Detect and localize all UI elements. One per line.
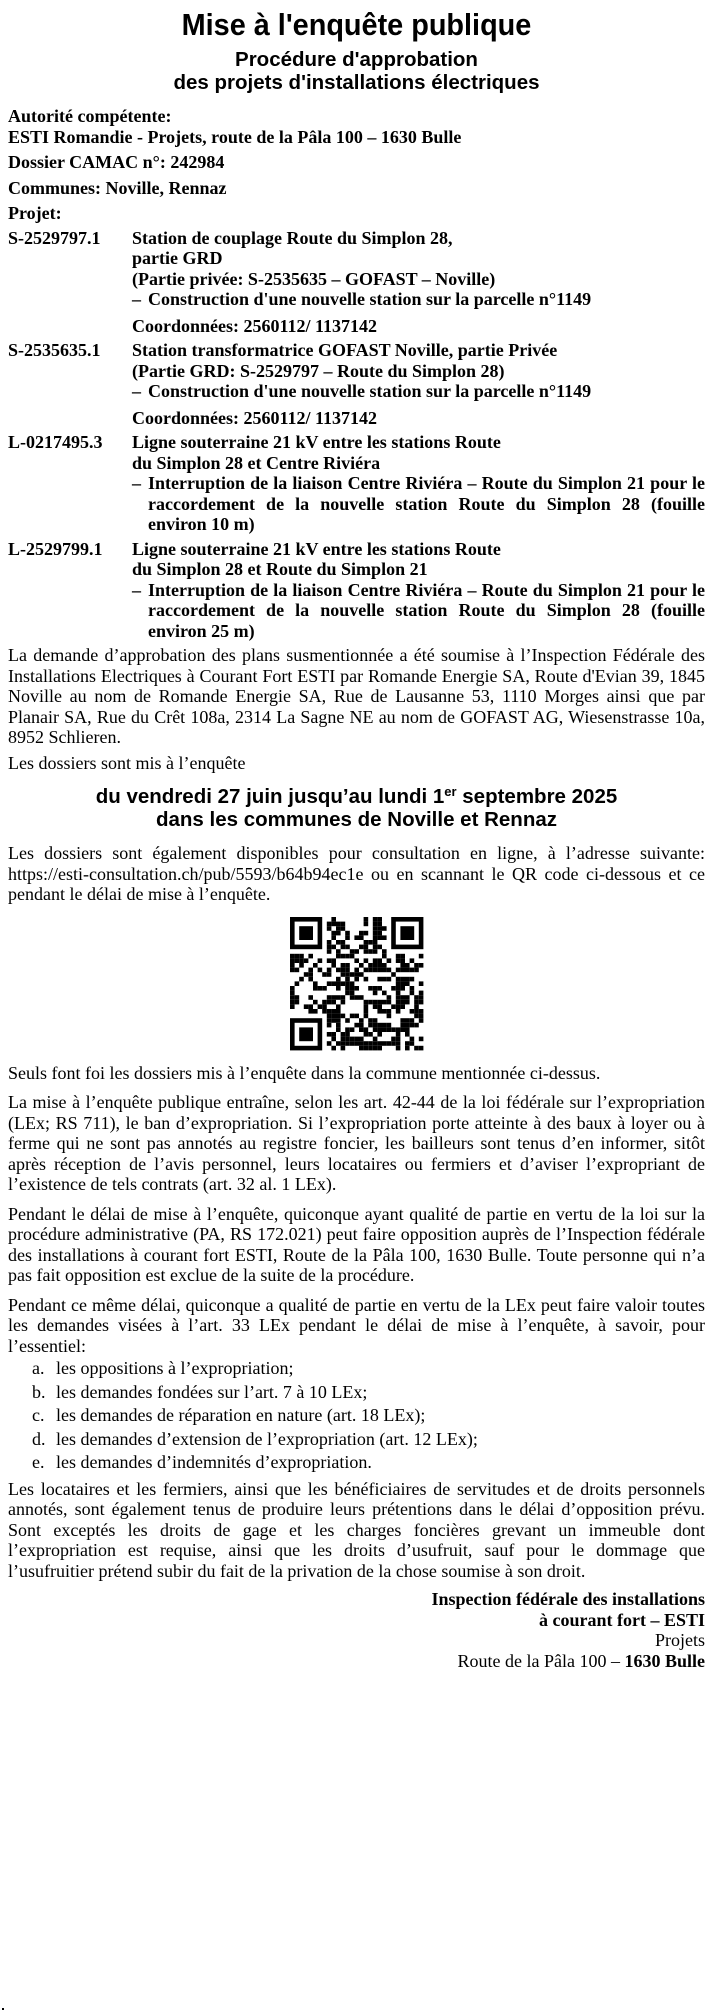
authority-label: Autorité compétente:: [8, 106, 172, 126]
signature-line-4: [8, 1651, 705, 1672]
signature-block: [8, 1589, 705, 1671]
list-item: [32, 1452, 705, 1473]
page-subtitle: [8, 48, 705, 94]
paragraph-demande: La demande d’approbation des plans susmentionnée a été soumise à l’Inspection Fédérale des Installations Electriques à Courant Fort ESTI par Romande Energie SA, Route d'Evian 39, 1845 Noville au nom de Romande Energie SA, Rue de Lausanne 53, 1110 Morges ainsi que par Planair SA, Rue du Crêt 108a, 2314 La Sagne NE au nom de GOFAST AG, Wiesenstrasse 10a, 8952 Schlieren.: [8, 645, 705, 747]
project-body: [132, 228, 705, 337]
paragraph-online: Les dossiers sont également disponibles pour consultation en ligne, à l’adresse suivante: https://esti-consultation.ch/pub/5593/b64b94ec1e ou en scannant le QR code ci-dessous et ce pendant le délai de mise à l’enquête.: [8, 843, 705, 904]
dash-marker: –: [132, 579, 141, 600]
project-code: L-2529799.1: [8, 538, 103, 559]
project-body: [132, 539, 705, 642]
authority-value: ESTI Romandie - Projets, route de la Pâla 100 – 1630 Bulle: [8, 126, 462, 147]
dates-text-a: du vendredi 27 juin jusqu’au lundi 1: [95, 785, 445, 808]
project-line: Station de couplage Route du Simplon 28,: [132, 227, 453, 248]
list-item-text: les demandes fondées sur l’art. 7 à 10 LEx;: [56, 1381, 368, 1402]
list-item-text: les demandes d’indemnités d’expropriation.: [56, 1452, 372, 1472]
project-entry: [8, 539, 705, 642]
dates-text-b: septembre 2025: [456, 785, 618, 808]
dash-marker: –: [132, 289, 141, 309]
signature-line-2: à courant fort – ESTI: [539, 1609, 705, 1630]
project-code: S-2535635.1: [8, 340, 101, 360]
list-item-letter: d.: [32, 1428, 46, 1449]
list-item-text: les demandes d’extension de l’expropriation (art. 12 LEx);: [56, 1428, 478, 1449]
list-item-text: les oppositions à l’expropriation;: [56, 1358, 294, 1378]
paragraph-foi: Seuls font foi les dossiers mis à l’enquête dans la commune mentionnée ci-dessus.: [8, 1062, 601, 1083]
projet-label: Projet:: [8, 203, 62, 223]
project-line: du Simplon 28 et Route du Simplon 21: [132, 559, 428, 579]
list-item: [32, 1405, 705, 1426]
project-line: Ligne souterraine 21 kV entre les stations Route: [132, 432, 501, 452]
subtitle-line-1: Procédure d'approbation: [235, 48, 478, 71]
project-line: Station transformatrice GOFAST Noville, partie Privée: [132, 340, 558, 360]
project-entry: [8, 228, 705, 337]
list-item-text: les demandes de réparation en nature (art. 18 LEx);: [56, 1405, 426, 1425]
project-coordinates: Coordonnées: 2560112/ 1137142: [132, 315, 378, 336]
project-list: [8, 228, 705, 642]
list-item-letter: c.: [32, 1405, 45, 1425]
page-title: Mise à l'enquête publique: [181, 7, 532, 42]
project-body: [132, 432, 705, 535]
project-line: du Simplon 28 et Centre Riviéra: [132, 452, 381, 473]
enquete-dates: [8, 785, 705, 831]
project-work-item: [132, 580, 705, 642]
project-code: S-2529797.1: [8, 227, 101, 248]
paragraph-ban: La mise à l’enquête publique entraîne, selon les art. 42-44 de la loi fédérale sur l’expropriation (LEx; RS 711), le ban d’expropriation. Si l’expropriation porte atteinte à des baux à loyer ou à ferme qui ne sont pas annotés au registre foncier, les bailleurs sont tenus d’en informer, sitôt après réception de l’avis personnel, leurs locataires ou fermiers et d’aviser l’expropriant de l’existence de tels contrats (art. 32 al. 1 LEx).: [8, 1092, 705, 1194]
project-line: Ligne souterraine 21 kV entre les stations Route: [132, 538, 501, 559]
project-body: [132, 340, 705, 428]
project-entry: [8, 432, 705, 535]
list-item: [32, 1429, 705, 1450]
dates-superscript: er: [444, 784, 457, 799]
project-line: (Partie privée: S-2535635 – GOFAST – Noville): [132, 268, 496, 289]
signature-address: Route de la Pâla 100 –: [457, 1650, 625, 1671]
dates-line-1: [8, 785, 705, 808]
dossier-number: Dossier CAMAC n°: 242984: [8, 152, 225, 172]
project-code: L-0217495.3: [8, 432, 103, 452]
list-item-letter: a.: [32, 1358, 45, 1378]
paragraph-meme-delai: Pendant ce même délai, quiconque a qualité de partie en vertu de la LEx peut faire valoir toutes les demandes visées à l’art. 33 LEx pendant le délai de mise à l’enquête, à savoir, pour l’essentiel:: [8, 1294, 705, 1356]
signature-city: 1630 Bulle: [624, 1650, 705, 1671]
corner-mark: [2, 2008, 4, 2010]
project-work-text: Construction d'une nouvelle station sur la parcelle n°1149: [148, 289, 592, 309]
authority-block: [8, 106, 705, 147]
project-line: (Partie GRD: S-2529797 – Route du Simplon 28): [132, 360, 505, 381]
project-work-text: Construction d'une nouvelle station sur la parcelle n°1149: [148, 381, 592, 401]
project-work-text: Interruption de la liaison Centre Riviéra – Route du Simplon 21 pour le raccordement de la nouvelle station Route du Simplon 28 (fouille environ 10 m): [148, 473, 705, 534]
list-item: [32, 1382, 705, 1403]
dash-marker: –: [132, 381, 141, 401]
dash-marker: –: [132, 473, 141, 493]
list-item-letter: e.: [32, 1452, 45, 1472]
project-line: partie GRD: [132, 248, 223, 268]
communes: Communes: Noville, Rennaz: [8, 177, 227, 198]
project-coordinates: Coordonnées: 2560112/ 1137142: [132, 407, 378, 428]
project-entry: [8, 340, 705, 428]
list-item-letter: b.: [32, 1381, 46, 1402]
paragraph-opposition: Pendant le délai de mise à l’enquête, quiconque ayant qualité de partie en vertu de la loi sur la procédure administrative (PA, RS 172.021) peut faire opposition auprès de l’Inspection fédérale des installations à courant fort ESTI, Route de la Pâla 100, 1630 Bulle. Toute personne qui n’a pas fait opposition est exclue de la suite de la procédure.: [8, 1203, 705, 1285]
paragraph-locataires: Les locataires et les fermiers, ainsi que les bénéficiaires de servitudes et de droits personnels annotés, sont également tenus de produire leurs prétentions dans le délai d’opposition prévu. Sont exceptés les droits de gage et les charges foncières grevant un immeuble dont l’expropriation est requise, ainsi que les droits d’usufruit, sauf pour le dommage que l’usufruitier prétend subir du fait de la privation de la chose soumise à son droit.: [8, 1478, 705, 1581]
subtitle-line-2: des projets d'installations électriques: [173, 71, 540, 94]
signature-line-3: Projets: [654, 1630, 705, 1650]
project-work-item: [132, 473, 705, 535]
paragraph-dossiers-mis: Les dossiers sont mis à l’enquête: [8, 752, 246, 773]
dates-line-2: dans les communes de Noville et Rennaz: [155, 808, 557, 831]
project-work-text: Interruption de la liaison Centre Riviéra – Route du Simplon 21 pour le raccordement de la nouvelle station Route du Simplon 28 (fouille environ 25 m): [148, 579, 705, 641]
list-item: [32, 1358, 705, 1379]
qr-code-icon[interactable]: [290, 917, 424, 1051]
demands-list: [8, 1358, 705, 1473]
signature-line-1: Inspection fédérale des installations: [431, 1589, 705, 1609]
project-work-item: [132, 381, 705, 402]
project-work-item: [132, 289, 705, 310]
